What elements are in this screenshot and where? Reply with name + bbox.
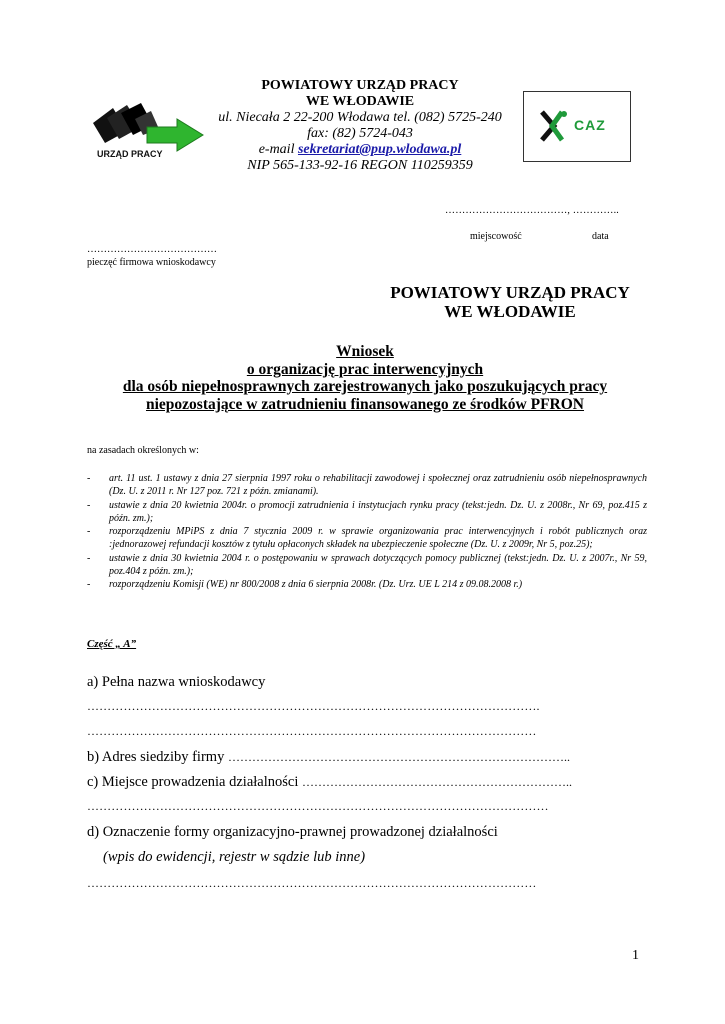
title-line-4: niepozostające w zatrudnieniu finansowanego ze środków PFRON (145, 395, 585, 413)
office-header (205, 78, 515, 174)
part-a-heading: Część „ A” (87, 638, 137, 650)
legal-basis-item (87, 499, 647, 526)
caz-logo (523, 91, 631, 162)
legal-basis-text: ustawie z dnia 20 kwietnia 2004r. o promocji zatrudnienia i instytucjach rynku pracy (tekst:jedn. Dz. U. z 2008r., Nr 69, poz.415 z późn. zm.); (109, 499, 647, 524)
office-fax: fax: (82) 5724-043 (307, 126, 413, 141)
legal-basis-item (87, 552, 647, 579)
field-b-label: b) Adres siedziby firmy (87, 749, 225, 765)
office-address: ul. Niecała 2 22-200 Włodawa tel. (082) 5725-240 (218, 110, 502, 125)
title-line-1: Wniosek (336, 343, 394, 360)
place-label: miejscowość (470, 231, 522, 242)
legal-basis-text: rozporządzeniu Komisji (WE) nr 800/2008 z dnia 6 sierpnia 2008r. (Dz. Urz. UE L 214 z 09.08.2008 r.) (109, 579, 523, 591)
list-dash: - (87, 499, 91, 511)
stamp-label: pieczęć firmowa wnioskodawcy (87, 257, 216, 268)
list-dash: - (87, 552, 91, 564)
stamp-dots[interactable]: ………………………………… (87, 244, 217, 255)
field-b-input[interactable]: ………………………………………………………………………….. (227, 750, 570, 764)
list-dash: - (87, 526, 91, 538)
legal-basis-text: rozporządzeniu MPiPS z dnia 7 stycznia 2009 r. w sprawie organizowania prac interwencyjnych i robót publicznych oraz :jednorazowej refundacji kosztów z tytułu opłaconych składek na ubezpieczenie społeczne (Dz. U. z 2009r, Nr 5, poz.25); (109, 526, 647, 551)
urzad-pracy-logo (85, 103, 205, 163)
list-dash: - (87, 579, 91, 591)
legal-basis-text: ustawie z dnia 30 kwietnia 2004 r. o postępowaniu w sprawach dotyczących pomocy publicznej (tekst:jedn. Dz. U. z 2007r., Nr 59, poz.404 z późn. zm.); (109, 552, 647, 578)
recipient-block (380, 283, 640, 321)
field-a-label: a) Pełna nazwa wnioskodawcy (87, 674, 266, 690)
office-nip-regon: NIP 565-133-92-16 REGON 110259359 (247, 158, 473, 173)
list-dash: - (87, 473, 91, 484)
legal-basis-list (87, 472, 647, 592)
legal-basis-text: art. 11 ust. 1 ustawy z dnia 27 sierpnia 1997 roku o rehabilitacji zawodowej i społecznej oraz zatrudnieniu osób niepełnosprawnych (Dz. U. z 2011 r. Nr 127 poz. 721 z późn. zmianami). (109, 473, 647, 498)
recipient-city: WE WŁODAWIE (444, 302, 576, 321)
legal-basis-item (87, 525, 647, 552)
date-label: data (592, 231, 609, 242)
field-a-input-line-2[interactable]: ………………………………………………………………………………………………… (87, 724, 537, 738)
field-d-note: (wpis do ewidencji, rejestr w sądzie lub inne) (103, 849, 366, 865)
place-date-dots[interactable]: ………………………………, ………….. (445, 205, 619, 216)
field-c-row (87, 774, 572, 790)
caz-logo-text: CAZ (574, 117, 606, 133)
email-link[interactable]: sekretariat@pup.wlodawa.pl (297, 142, 462, 157)
office-name: POWIATOWY URZĄD PRACY (261, 78, 459, 93)
field-c-input-line-2[interactable]: …………………………………………………………………………………………………… (87, 799, 549, 813)
recipient-name: POWIATOWY URZĄD PRACY (390, 283, 630, 302)
legal-basis-item (87, 472, 647, 499)
document-title (70, 343, 660, 413)
field-d-input-line[interactable]: ………………………………………………………………………………………………… (87, 876, 537, 890)
office-city: WE WŁODAWIE (305, 94, 415, 109)
title-line-2: o organizację prac interwencyjnych (246, 360, 484, 378)
legal-basis-item (87, 578, 647, 591)
office-email-line (205, 142, 515, 158)
page-number: 1 (632, 948, 639, 963)
legal-basis-intro: na zasadach określonych w: (87, 445, 199, 456)
field-c-label: c) Miejsce prowadzenia działalności (87, 774, 299, 790)
field-b-row (87, 749, 570, 765)
field-d-label: d) Oznaczenie formy organizacyjno-prawnej prowadzonej działalności (87, 824, 498, 840)
email-label: e-mail (258, 142, 298, 157)
field-c-input[interactable]: ………………………………………………………….. (302, 775, 572, 789)
logo-left-text: URZĄD PRACY (97, 149, 163, 159)
field-a-input-line-1[interactable]: …………………………………………………………………………………………………. (87, 699, 540, 713)
title-line-3: dla osób niepełnosprawnych zarejestrowanych jako poszukujących pracy (122, 378, 608, 395)
